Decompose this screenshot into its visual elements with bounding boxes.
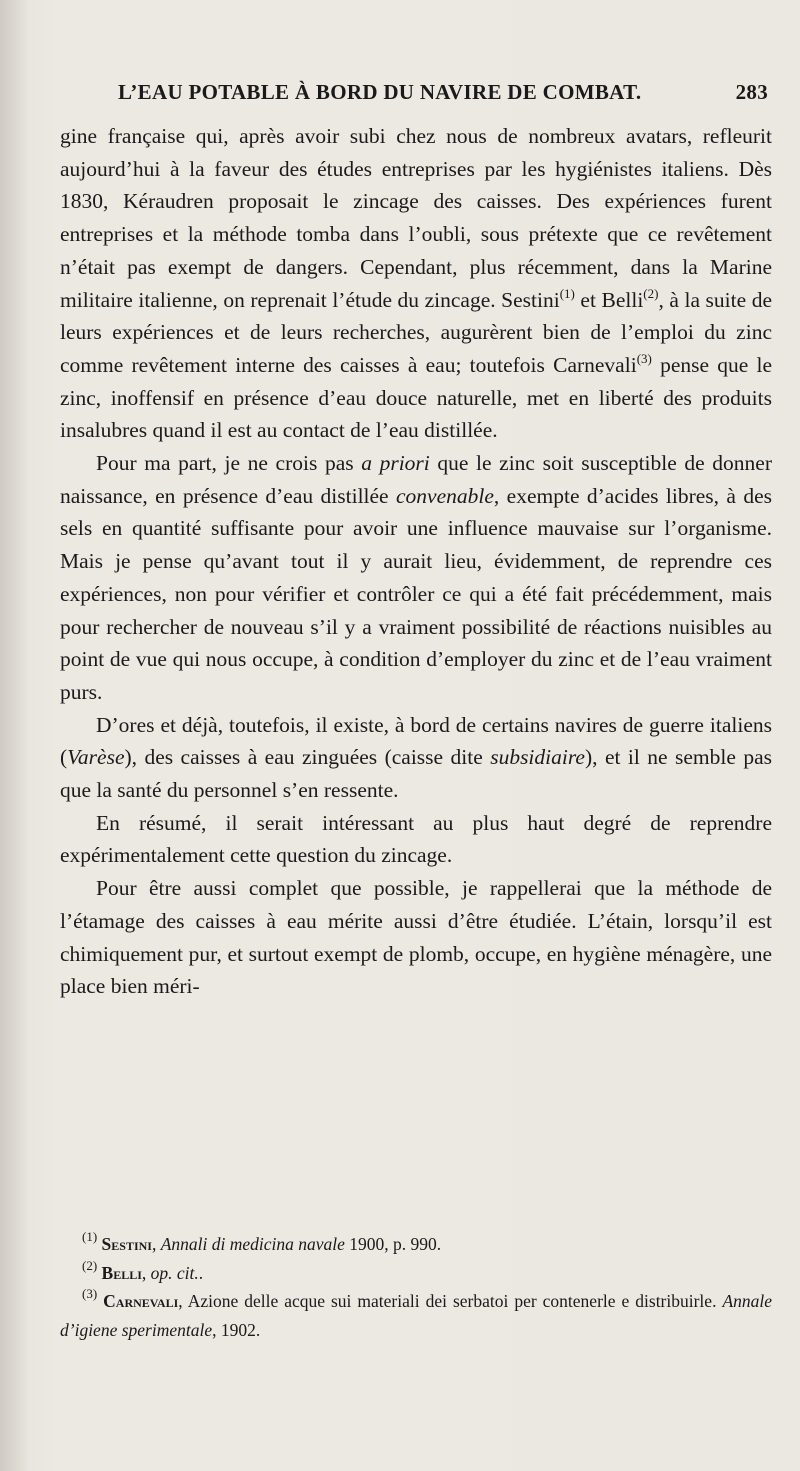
footnote-work: op. cit. [150, 1262, 199, 1283]
italic-run: Varèse [67, 745, 125, 770]
page-number: 283 [735, 80, 768, 104]
text-run: . [198, 1262, 204, 1283]
text-run: D’ores et déjà, toutefois, il existe, à bord de certains navires de guerre italiens ( [60, 712, 772, 770]
body-text [60, 120, 772, 1003]
italic-run: convenable [396, 483, 494, 508]
paragraph-4: En résumé, il serait intéressant au plus haut degré de reprendre expérimentalement cette question du zincage. [60, 810, 772, 868]
text-run: , 1902. [212, 1319, 261, 1340]
footnote-1 [60, 1230, 772, 1259]
text-run: gine française qui, après avoir subi chez nous de nombreux avatars, refleurit aujourd’hui à la faveur des études entreprises par les hygiénistes italiens. Dès 1830, Kéraudren proposait le zincage des caisses. Des expériences furent entreprises et la méthode tomba dans l’oubli, sous prétexte que ce revêtement n’était pas exempt de dangers. Cependant, plus récemment, dans la Marine militaire italienne, on reprenait l’étude du zincage. Sestini [60, 124, 772, 312]
italic-run: subsidiaire [490, 745, 585, 770]
paragraph-3 [60, 709, 772, 807]
footnote-ref-1: (1) [559, 285, 575, 301]
text-run: Azione delle acque sui materiali dei serbatoi per contenerle e distribuirle. [187, 1291, 723, 1311]
footnote-number: (2) [82, 1257, 98, 1273]
footnote-3 [60, 1287, 772, 1344]
text-run: , à la suite de leurs expériences et de leurs recherches, augurèrent bien de l’emploi du zinc comme revêtement interne des caisses à eau; toutefois Carnevali [60, 287, 772, 377]
footnote-work: Annali di medicina navale [160, 1234, 345, 1254]
text-run: , exempte d’acides libres, à des sels en quantité suffisante pour avoir une influence mauvaise sur l’organisme. Mais je pense qu’avant tout il y aurait lieu, évidemment, de reprendre ces expériences, non pour vérifier et contrôler ce qui a été fait précédemment, mais pour rechercher de nouveau s’il y a vraiment possibilité de réactions nuisibles au point de vue qui nous occupe, à condition d’employer du zinc et de l’eau vraiment purs. [60, 483, 773, 704]
paragraph-1 [60, 120, 772, 447]
text-run: ), des caisses à eau zinguées (caisse dite [124, 745, 491, 770]
text-run: , [141, 1262, 151, 1283]
footnote-author: Belli [101, 1262, 142, 1283]
footnote-number: (1) [82, 1229, 98, 1244]
text-run: 1900, p. 990. [344, 1234, 442, 1254]
footnote-work: Annale d’igiene sperimentale [60, 1291, 773, 1340]
text-run: que le zinc soit susceptible de donner naissance, en présence d’eau distillée [60, 451, 772, 508]
text-run: , [178, 1291, 188, 1311]
paragraph-5: Pour être aussi complet que possible, je rappellerai que la méthode de l’étamage des caisses à eau mérite aussi d’être étudiée. L’étain, lorsqu’il est chimiquement pur, et surtout exempt de plomb, occupe, en hygiène ménagère, une place bien méri- [60, 876, 772, 999]
text-run: Pour ma part, je ne crois pas [96, 451, 362, 476]
text-run: et Belli [574, 287, 644, 312]
footnote-ref-2: (2) [643, 285, 659, 301]
footnote-author: Sestini [101, 1234, 152, 1254]
footnote-ref-3: (3) [636, 350, 652, 366]
footnotes [60, 1230, 772, 1344]
text-run: , [151, 1234, 161, 1254]
text-run: ), et il ne semble pas que la santé du personnel s’en ressente. [60, 745, 772, 803]
footnote-number: (3) [82, 1286, 98, 1301]
footnote-2 [60, 1259, 772, 1288]
italic-run: a priori [361, 451, 430, 476]
paragraph-2 [60, 447, 772, 709]
running-head-title: L’EAU POTABLE À BORD DU NAVIRE DE COMBAT. [118, 80, 642, 104]
footnote-author: Carnevali [103, 1291, 179, 1311]
text-run: pense que le zinc, inoffensif en présence d’eau douce naturelle, met en liberté des produits insalubres quand il est au contact de l’eau distillée. [60, 352, 772, 443]
